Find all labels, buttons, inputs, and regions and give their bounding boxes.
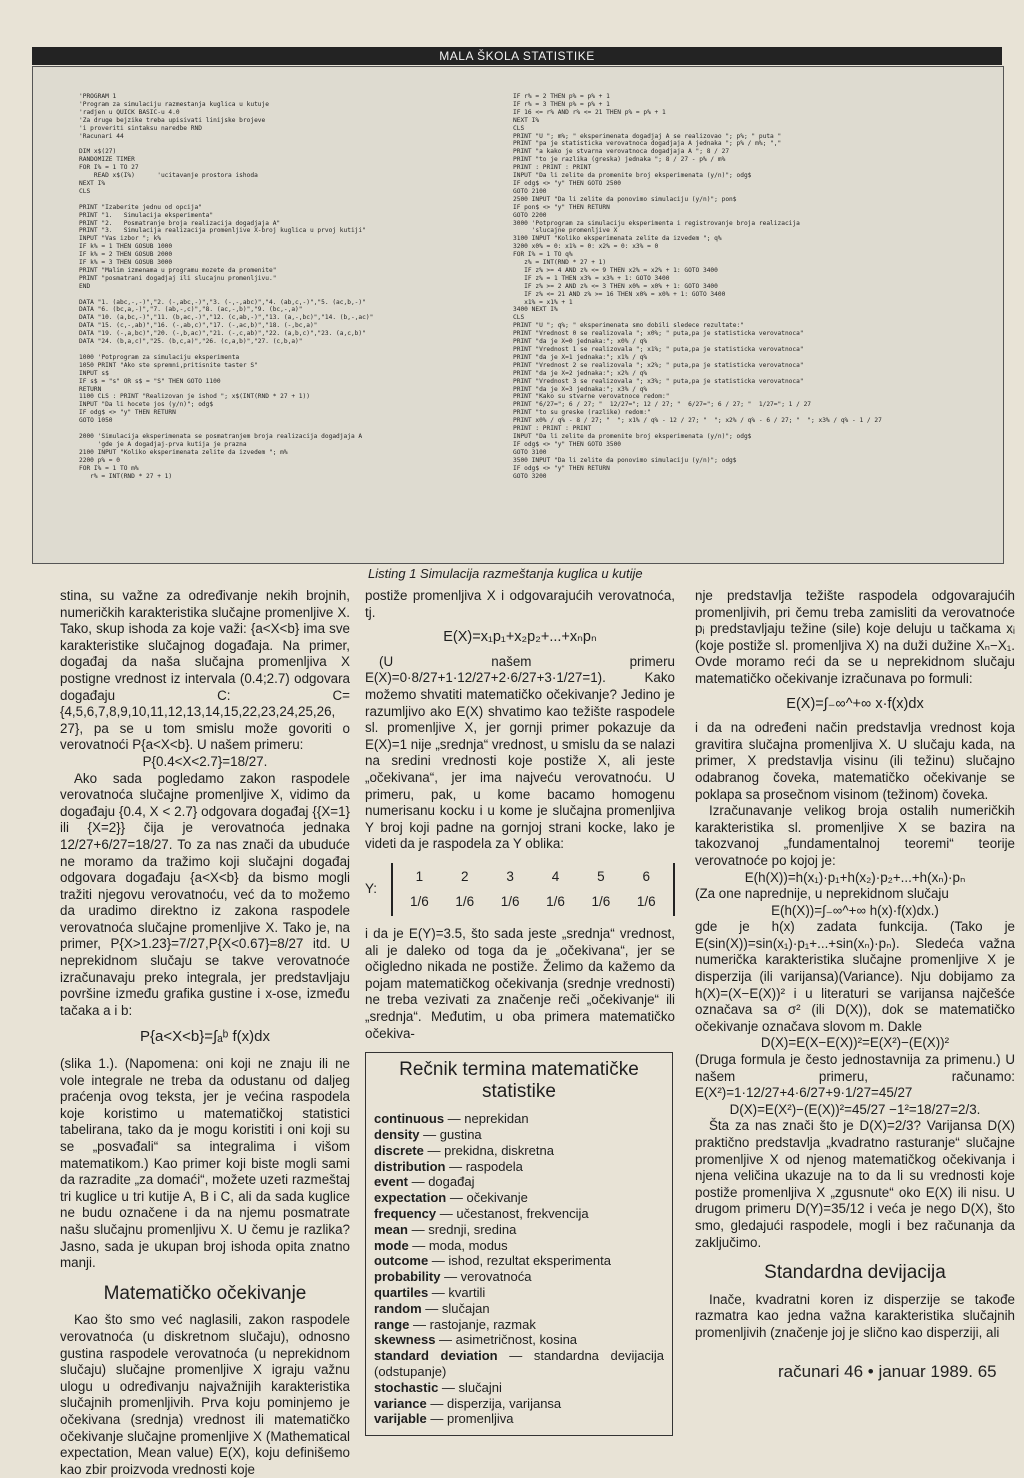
paragraph: Izračunavanje velikog broja ostalih numeričkih karakteristika sl. promenljive X se bazira na takozvanoj „fundamentalnoj teoremi“ teorije verovatnoće po kojoj je: [695,803,1015,868]
glossary-entry [374,1396,664,1412]
matrix-cell: 6 [642,868,651,884]
glossary-definition: — raspodela [445,1158,523,1174]
distribution-matrix [365,863,675,916]
glossary-title: Rečnik termina matematičke statistike [399,1059,639,1103]
glossary-definition: — moda, modus [408,1237,508,1253]
glossary-definition: — očekivanje [446,1190,528,1206]
formula: E(h(X))=∫₋∞^+∞ h(x)·f(x)dx.) [771,902,939,918]
glossary-term: mean [374,1221,408,1237]
glossary-entry [374,1285,664,1301]
glossary-term: frequency [374,1206,437,1222]
paragraph: stina, su važne za određivanje nekih brojnih, numeričkih karakteristika slučajne promenljive X. Tako, skup ishoda za koje važi: {a<X<b} ima sve karakteristike slučajnog događaja. Na primer, događaj da naša slučajna promenljiva X postigne vrednost iz intervala (0.4;2.7) odgovara događaju C: C={4,5,6,7,8,9,10,11,12,13,14,15,22,23,24,25,26, 27}, pa se u tom smislu može govoriti o verovatnoći P{a<X<b}. U našem primeru: [60,588,350,753]
code-listing [32,66,1004,564]
glossary-definition: — ishod, rezultat eksperimenta [428,1253,611,1269]
paragraph: i da je E(Y)=3.5, što sada jeste „srednja“ vrednost, ali je daleko od toga da je „očekivana“, jer se očigledno nikada ne postiže. Želimo da kažemo da pojam matematičkog očekivanja (srednje vrednosti) ne treba vezivati za značenje reči „očekivanje“ ili „srednja“. Međutim, u oba primera matematičko očekiva- [365,926,675,1041]
glossary-entry [374,1206,664,1222]
glossary-term: density [374,1127,420,1143]
section-heading: Standardna devijacija [764,1262,946,1284]
glossary-entry [374,1159,664,1175]
glossary-definition: — događaj [407,1174,475,1190]
matrix-cell: 1 [415,868,424,884]
glossary-entry [374,1238,664,1254]
paragraph: Šta za nas znači što je D(X)=2/3? Varijansa D(X) praktično predstavlja „kvadratno rasturanje“ slučajne promenljive X od njenog matematičkog očekivanja i njena veličina ukazuje na to da li su vrednosti koje postiže promenljiva X „zgusnute“ oko E(X) ili nisu. U drugom primeru D(Y)=35/12 i veća je nego D(X), što smo, gledajući raspodele, mogli i bez računanja da zaključimo. [695,1118,1015,1250]
matrix-cell: 1/6 [455,893,475,909]
matrix-cell: 1/6 [591,893,611,909]
formula: P{a<X<b}=∫ₐᵇ f(x)dx [139,1028,270,1046]
paragraph: (U našem primeru E(X)=0·8/27+1·12/27+2·6/27+3·1/27=1). Kako možemo shvatiti matematičko očekivanje? Jedino je razumljivo ako E(X) shvatimo kao težište raspodele sl. promenljive X, jer gornji primer pokazuje da E(X)=1 nije „srednja“ vrednost, u smislu da se nalazi na sredini vrednosti koje postiže X, ali jeste „očekivana“, jer ima najveću verovatnoću. U primeru, pak, u kome bacamo homogenu numerisanu kocku i u kome je slučajna promenljiva Y broj koji padne na gornjoj strani kocke, lako je videti da je raspodela za Y oblika: [365,653,675,852]
glossary-definition: — standardna devijacija (odstupanje) [374,1348,664,1379]
glossary-term: mode [374,1237,409,1253]
glossary-entry [374,1253,664,1269]
paragraph: Inače, kvadratni koren iz disperzije se takođe razmatra kao jedna važna karakteristika slučajnih promenljivih (značenje joj je slično kao disperziji, ali [695,1291,1015,1340]
paragraph: (Druga formula je često jednostavnija za primenu.) U našem primeru, računamo: E(X²)=1·12/27+4·6/27+9·1/27=45/27 [695,1052,1015,1101]
glossary-definition: — promenljiva [426,1411,514,1427]
listing-caption: Listing 1 Simulacija razmeštanja kuglica u kutije [368,566,643,581]
article-column-2 [365,588,675,1436]
listing-column-left: 'PROGRAM 1 'Program za simulaciju razmestanja kuglica u kutuje 'radjen u QUICK BASIC-u 4.0 'Za druge bejzike treba upisivati linijske brojeve 'i proveriti sintaksu naredbe RND 'Racunari 44 DIM x$(27) RANDOMIZE TIMER FOR I% = 1 TO 27 READ x$(I%) 'ucitavanje prostora ishoda NEXT I% CLS PRINT "Izaberite jednu od opcija" PRINT "1. Simulacija eksperimenta" PRINT "2. Posmatranje broja realizacija dogadjaja A" PRINT "3. Simulacija realizacija promenljive X-broj kuglica u prvoj kutiji" INPUT "Vas izbor "; k% IF k% = 1 THEN GOSUB 1000 IF k% = 2 THEN GOSUB 2000 IF k% = 3 THEN GOSUB 3000 PRINT "Malim izmenama u programu mozete da promenite" PRINT "posmatrani dogadjaj ili slucajnu promenljivu." END DATA "1. (abc,-,-)","2. (-,abc,-)","3. (-,-,abc)","4. (ab,c,-)","5. (ac,b,-)" DATA "6. (bc,a,-)","7. (ab,-,c)","8. (ac,-,b)","9. (bc,-,a)" DATA "10. (a,bc,-)","11. (b,ac,-)","12. (c,ab,-)","13. (a,-,bc)","14. (b,-,ac)" DATA "15. (c,-,ab)","16. (-,ab,c)","17. (-,ac,b)","18. (-,bc,a)" DATA "19. (-,a,bc)","20. (-,b,ac)","21. (-,c,ab)","22. (a,b,c)","23. (a,c,b)" DATA "24. (b,a,c)","25. (b,c,a)","26. (c,a,b)","27. (c,b,a)" 1000 'Potprogram za simulaciju eksperimenta 1050 PRINT "Ako ste spremni,pritisnite taster S" INPUT s$ IF s$ = "s" OR s$ = "S" THEN GOTO 1100 RETURN 1100 CLS : PRINT "Realizovan je ishod "; x$(INT(RND * 27 + 1)) INPUT "Da li hocete jos (y/n)"; odg$ IF odg$ <> "y" THEN RETURN GOTO 1050 2000 'Simulacija eksperimenata se posmatranjem broja realizacija dogadjaja A 'gde je A dogadjaj-prva kutija je prazna 2100 INPUT "Koliko eksperimenata zelite da izvedem "; m% 2200 p% = 0 FOR I% = 1 TO m% r% = INT(RND * 27 + 1) [79,93,374,480]
matrix-cell: 1/6 [636,893,656,909]
glossary-term: outcome [374,1253,429,1269]
section-heading: Matematičko očekivanje [103,1282,307,1304]
glossary-term: discrete [374,1142,424,1158]
formula: E(h(X))=h(x₁)·p₁+h(x₂)·p₂+...+h(xₙ)·pₙ [744,869,966,885]
matrix-cell: 3 [506,868,514,884]
glossary-definition: — slučajni [438,1379,502,1395]
paragraph: (Za one naprednije, u neprekidnom slučaju [695,886,949,902]
glossary-term: probability [374,1269,441,1285]
glossary-entry [374,1332,664,1348]
glossary-definition: — asimetričnost, kosina [435,1332,578,1348]
glossary-definition: — disperzija, varijansa [426,1395,562,1411]
paragraph: i da na određeni način predstavlja vrednost koja gravitira slučajna promenljiva X. U slučaju kada, na primer, X predstavlja visinu (ili težinu) slučajno odabranog čoveka, matematičko očekivanje se poklapa sa prosečnom visinom (težinom) čoveka. [695,720,1015,802]
section-header: MALA ŠKOLA STATISTIKE [32,47,1002,65]
article-column-1 [60,588,350,1478]
glossary-term: variance [374,1395,427,1411]
matrix-cell: 1/6 [500,893,520,909]
glossary-term: quartiles [374,1285,429,1301]
article-column-3 [695,588,1015,1342]
glossary-box [365,1052,673,1436]
glossary-entry [374,1127,664,1143]
glossary-definition: — neprekidan [444,1111,529,1127]
glossary-entry [374,1348,664,1380]
formula: E(X)=x₁p₁+x₂p₂+...+xₙpₙ [443,629,597,646]
glossary-term: continuous [374,1111,445,1127]
matrix-cell: 4 [551,868,560,884]
matrix-cell: 5 [597,868,605,884]
glossary-term: standard deviation [374,1348,498,1364]
glossary-entry [374,1143,664,1159]
glossary-term: random [374,1300,422,1316]
glossary-entry [374,1111,664,1127]
glossary-entry [374,1269,664,1285]
glossary-term: expectation [374,1190,447,1206]
glossary-definition: — rastojanje, razmak [409,1316,536,1332]
formula: D(X)=E(X−E(X))²=E(X²)−(E(X))² [760,1035,950,1051]
glossary-term: event [374,1174,408,1190]
paragraph: gde je h(x) zadata funkcija. (Tako je E(sin(X))=sin(x₁)·p₁+...+sin(xₙ)·pₙ). Sledeća važna numerička karakteristika slučajne promenljive X je disperzija (ili varijansa)(Variance). Nju dobijamo za h(X)=(X−E(X))² i u literaturi se varijansa najčešće označava sa σ² (ili D(X)), dok se matematičko očekivanje označava slovom m. Dakle [695,919,1015,1034]
paragraph: Ako sada pogledamo zakon raspodele verovatnoća slučajne promenljive X, vidimo da događaju {0.4, X < 2.7} odgovara događaj {{X=1} ili {X=2}} čija je verovatnoća jednaka 12/27+6/27=18/27. To za nas znači da ubuduće ne moramo da tražimo koji slučajni događaj odgovara događaju {a<X<b} da bismo mogli tražiti njegovu verovatnoću, već da to možemo da uradimo direktno iz zakona raspodele verovatnoća slučajne promenljive X. Tako je, na primer, P{X>1.23}=7/27,P{X<0.67}=8/27 itd. U neprekidnom slučaju se takve verovatnoće izračunavaju preko integrala, jer predstavljaju površine između grafika gustine i x-ose, između tačaka a i b: [60,770,350,1018]
formula: D(X)=E(X²)−(E(X))²=45/27 −1²=18/27=2/3. [729,1101,981,1117]
paragraph: nje predstavlja težište raspodela odgovarajućih promenljivih, pri čemu treba zamisliti da verovatnoće pᵢ predstavljaju težine (sile) koje deluju u tačkama xᵢ (koje postiže sl. promenljiva X) na duži dužine Xₙ−X₁. Ovde moramo reći da se u neprekidnom slučaju matematičko očekivanje izračunava po formuli: [695,588,1015,686]
glossary-term: range [374,1316,410,1332]
glossary-definition: — učestanost, frekvencija [436,1206,589,1222]
glossary-definition: — gustina [419,1127,482,1143]
formula: P{0.4<X<2.7}=18/27. [142,753,268,769]
glossary-term: varijable [374,1411,427,1427]
glossary-entry [374,1317,664,1333]
formula: E(X)=∫₋∞^+∞ x·f(x)dx [786,695,924,712]
glossary-entry [374,1411,664,1427]
glossary-entry [374,1190,664,1206]
glossary-entry [374,1301,664,1317]
matrix-cell: 1/6 [546,893,565,909]
paragraph: (slika 1.). (Napomena: oni koji ne znaju ili ne vole integrale ne treba da odustanu od daljeg praćenja ovog teksta, jer je većina raspodela koje koristimo u matematičkoj statistici tabelirana, tako da je mogu koristiti i oni koji su se „posvađali“ sa integralima i višom matematikom.) Kao primer koji biste mogli sami da razradite „za domaći“, možete uzeti razmeštaj tri kuglice u tri kutije A, B i C, ali da sada kuglice ne budu označene i da na njemu posmatrate našu slučajnu promenljivu X. U čemu je razlika? Jasno, sada je ukupan broj ishoda opita znatno manji. [60,1056,350,1271]
glossary-definition: — verovatnoća [440,1269,532,1285]
glossary-definition: — kvartili [428,1285,486,1301]
glossary-term: distribution [374,1158,446,1174]
glossary-definition: — prekidna, diskretna [423,1142,554,1158]
listing-column-right: IF r% = 2 THEN p% = p% + 1 IF r% = 3 THEN p% = p% + 1 IF 16 <= r% AND r% <= 21 THEN p% = p% + 1 NEXT I% CLS PRINT "U "; m%; " eksperimenata dogadjaj A se realizovao "; p%; " puta " PRINT "pa je statisticka verovatnoca dogadjaja A jednaka "; p% / m%; "," PRINT "a kako je stvarna verovatnoca dogadjaja A "; 8 / 27 PRINT "to je razlika (greska) jednaka "; 8 / 27 - p% / m% PRINT : PRINT : PRINT INPUT "Da li zelite da promenite broj eksperimenata (y/n)"; odg$ IF odg$ <> "y" THEN GOTO 2500 GOTO 2100 2500 INPUT "Da li zelite da ponovimo simulaciju (y/n)"; pon$ IF pon$ <> "y" THEN RETURN GOTO 2200 3000 'Potprogram za simulaciju eksperimenta i registrovanje broja realizacija 'slucajne promenljive X 3100 INPUT "Koliko eksperimenata zelite da izvedem "; q% 3200 x0% = 0: x1% = 0: x2% = 0: x3% = 0 FOR I% = 1 TO q% z% = INT(RND * 27 + 1) IF z% >= 4 AND z% <= 9 THEN x2% = x2% + 1: GOTO 3400 IF z% = 1 THEN x3% = x3% + 1: GOTO 3400 IF z% >= 2 AND z% <= 3 THEN x0% = x0% + 1: GOTO 3400 IF z% <= 21 AND z% >= 16 THEN x0% = x0% + 1: GOTO 3400 x1% = x1% + 1 3400 NEXT I% CLS PRINT "U "; q%; " eksperimenata smo dobili sledece rezultate:" PRINT "Vrednost 0 se realizovala "; x0%; " puta,pa je statisticka verovatnoca" PRINT "da je X=0 jednaka:"; x0% / q% PRINT "Vrednost 1 se realizovala "; x1%; " puta,pa je statisticka verovatnoca" PRINT "da je X=1 jednaka:"; x1% / q% PRINT "Vrednost 2 se realizovala "; x2%; " puta,pa je statisticka verovatnoca" PRINT "da je X=2 jednaka:"; x2% / q% PRINT "Vrednost 3 se realizovala "; x3%; " puta,pa je statisticka verovatnoca" PRINT "da je X=3 jednaka:"; x3% / q% PRINT "Kako su stvarne verovatnoce redom:" PRINT "6/27="; 6 / 27; " 12/27="; 12 / 27; " 6/27="; 6 / 27; " 1/27="; 1 / 27 PRINT "to su greske (razlike) redom:" PRINT x0% / q% - 8 / 27; " "; x1% / q% - 12 / 27; " "; x2% / q% - 6 / 27; " "; x3% / q% - 1 / 27 PRINT : PRINT : PRINT INPUT "Da li zelite da promenite broj eksperimenata (y/n)"; odg$ IF odg$ <> "y" THEN GOTO 3500 GOTO 3100 3500 INPUT "Da li zelite da ponovimo simulaciju (y/n)"; odg$ IF odg$ <> "y" THEN RETURN GOTO 3200 [513,93,882,480]
glossary-entry [374,1174,664,1190]
paragraph: postiže promenljiva X i odgovarajućih verovatnoća, tj. [365,588,675,620]
glossary-entry [374,1380,664,1396]
matrix-cell: 1/6 [409,893,429,909]
glossary-term: skewness [374,1332,436,1348]
glossary-entry [374,1222,664,1238]
paragraph: Kao što smo već naglasili, zakon raspodele verovatnoća (u diskretnom slučaju), odnosno gustina raspodele verovatnoća (u neprekidnom slučaju) slučajne promenljive X igraju važnu ulogu u određivanju najvažnijih karakteristika slučajnih promenljivih. Prva koju pominjemo je očekivana (srednja) vrednost ili matematičko očekivanje slučajne promenljive X (Mathematical expectation, Mean value) E(X), koju definišemo kao zbir proizvoda vrednosti koje [60,1312,350,1477]
page-footer: računari 46 • januar 1989. 65 [778,1362,997,1381]
glossary-definition: — slučajan [421,1300,490,1316]
glossary-term: stochastic [374,1379,439,1395]
matrix-label: Y: [365,881,378,897]
matrix-cell: 2 [460,868,469,884]
glossary-definition: — srednji, sredina [407,1221,517,1237]
